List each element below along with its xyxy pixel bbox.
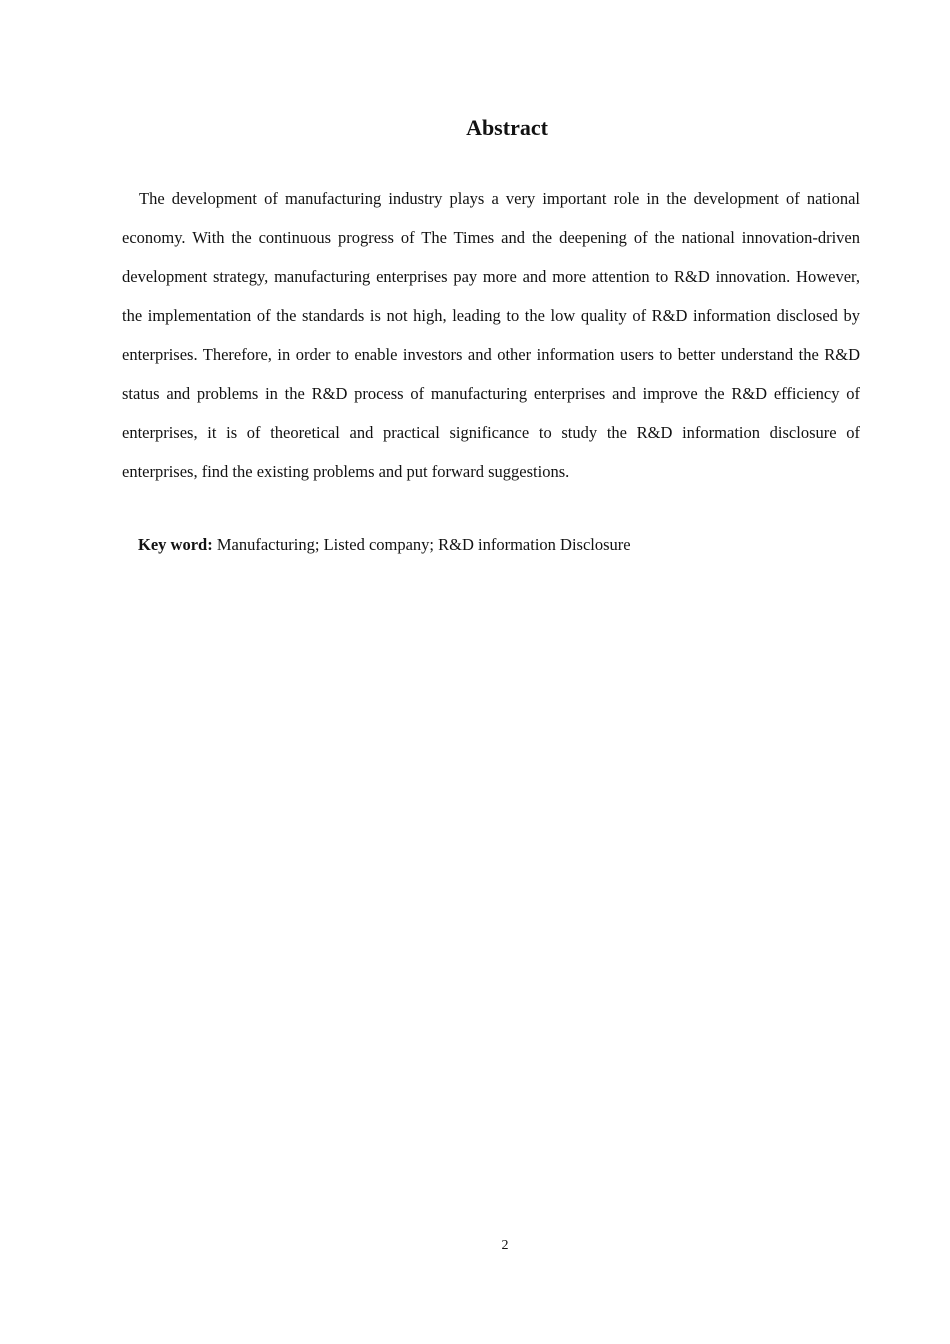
keywords-line bbox=[122, 525, 860, 564]
abstract-paragraph: The development of manufacturing industry plays a very important role in the development of national economy. With the continuous progress of The Times and the deepening of the national innovation-driven development strategy, manufacturing enterprises pay more and more attention to R&D innovation. However, the implementation of the standards is not high, leading to the low quality of R&D information disclosed by enterprises. Therefore, in order to enable investors and other information users to better understand the R&D status and problems in the R&D process of manufacturing enterprises and improve the R&D efficiency of enterprises, it is of theoretical and practical significance to study the R&D information disclosure of enterprises, find the existing problems and put forward suggestions. bbox=[122, 189, 860, 481]
page-title: Abstract bbox=[466, 115, 548, 140]
keywords-value: Manufacturing; Listed company; R&D information Disclosure bbox=[212, 535, 631, 554]
page-number: 2 bbox=[501, 1238, 509, 1253]
page-footer bbox=[0, 1238, 950, 1254]
keywords-label: Key word: bbox=[138, 535, 213, 554]
document-content bbox=[122, 0, 860, 564]
